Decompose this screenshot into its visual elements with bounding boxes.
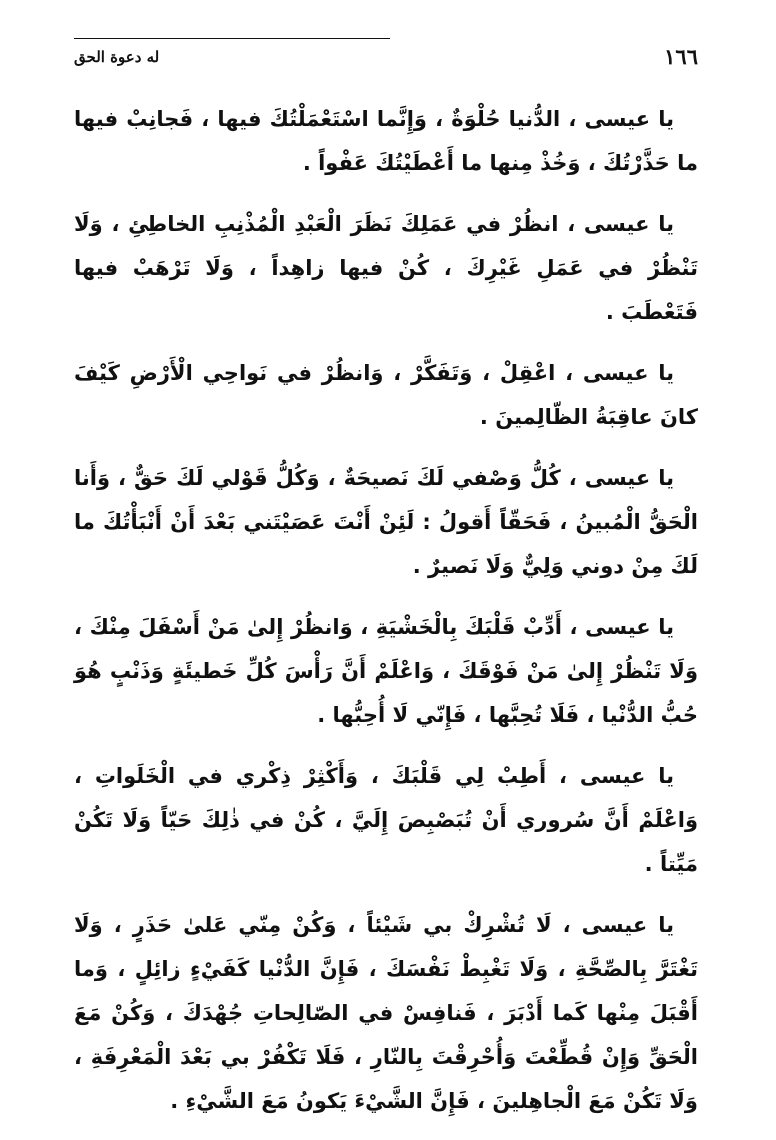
- paragraph: يا عيسى ، انظُرْ في عَمَلِكَ نَظَرَ الْعَبْدِ الْمُذْنِبِ الخاطِئِ ، وَلَا تَنْظُرْ في عَمَلِ غَيْرِكَ ، كُنْ فيها زاهِداً ، وَلَا تَرْهَبْ فيها فَتَعْطَبَ .: [74, 212, 698, 324]
- paragraph: يا عيسى ، كُلُّ وَصْفي لَكَ نَصيحَةٌ ، وَكُلُّ قَوْلي لَكَ حَقٌّ ، وَأَنا الْحَقُّ الْمُبينُ ، فَحَقّاً أَقولُ : لَئِنْ أَنْتَ عَصَيْتَني بَعْدَ أَنْ أَنْبَأْتُكَ ما لَكَ مِنْ دوني وَلِيٌّ وَلَا نَصيرٌ .: [74, 466, 698, 578]
- paragraph: يا عيسى ، اعْقِلْ ، وَتَفَكَّرْ ، وَانظُرْ في نَواحِي الْأَرْضِ كَيْفَ كانَ عاقِبَةُ الظّالِمينَ .: [74, 361, 698, 429]
- header-rule: [74, 38, 390, 39]
- page-header: [74, 38, 698, 72]
- paragraph: يا عيسى ، أَطِبْ لِي قَلْبَكَ ، وَأَكْثِرْ ذِكْري في الْخَلَواتِ ، وَاعْلَمْ أَنَّ سُروري أَنْ تُبَصْبِصَ إِلَيَّ ، كُنْ في ذٰلِكَ حَيّاً وَلَا تَكُنْ مَيِّتاً .: [74, 764, 698, 876]
- page-number: ١٦٦: [664, 44, 698, 69]
- running-title: له دعوة الحق: [74, 48, 160, 66]
- paragraph: يا عيسى ، لَا تُشْرِكْ بي شَيْئاً ، وَكُنْ مِنّي عَلىٰ حَذَرٍ ، وَلَا تَغْتَرَّ بِالصِّحَّةِ ، وَلَا تَغْبِطْ نَفْسَكَ ، فَإِنَّ الدُّنْيا كَفَيْءٍ زائِلٍ ، وَما أَقْبَلَ مِنْها كَما أَدْبَرَ ، فَنافِسْ في الصّالِحاتِ جُهْدَكَ ، وَكُنْ مَعَ الْحَقِّ وَإِنْ قُطِّعْتَ وَأُحْرِقْتَ بِالنّارِ ، فَلَا تَكْفُرْ بي بَعْدَ الْمَعْرِفَةِ ، وَلَا تَكُنْ مَعَ الْجاهِلينَ ، فَإِنَّ الشَّيْءَ يَكونُ مَعَ الشَّيْءِ .: [74, 913, 698, 1113]
- paragraph: يا عيسى ، أَدِّبْ قَلْبَكَ بِالْخَشْيَةِ ، وَانظُرْ إِلىٰ مَنْ أَسْفَلَ مِنْكَ ، وَلَا تَنْظُرْ إِلىٰ مَنْ فَوْقَكَ ، وَاعْلَمْ أَنَّ رَأْسَ كُلِّ خَطيئَةٍ وَذَنْبٍ هُوَ حُبُّ الدُّنْيا ، فَلَا تُحِبَّها ، فَإِنّي لَا أُحِبُّها .: [74, 615, 698, 727]
- paragraph: يا عيسى ، الدُّنيا حُلْوَةٌ ، وَإِنَّما اسْتَعْمَلْتُكَ فيها ، فَجانِبْ فيها ما حَذَّرْتُكَ ، وَخُذْ مِنها ما أَعْطَيْتُكَ عَفْواً .: [74, 107, 698, 175]
- page-body: [74, 97, 698, 1140]
